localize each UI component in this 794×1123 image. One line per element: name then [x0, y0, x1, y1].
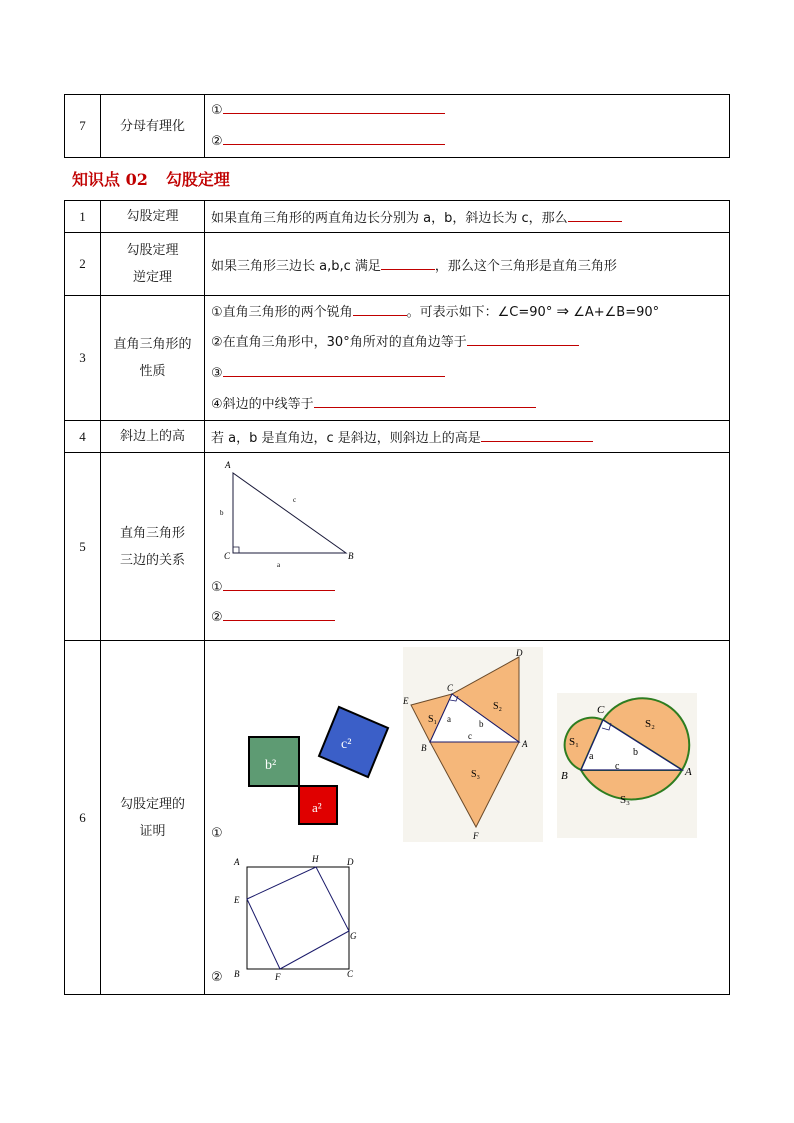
row-num: 5: [65, 453, 101, 641]
semicircles-figure: [557, 693, 697, 838]
svg-text:c: c: [615, 761, 620, 772]
answer-blank[interactable]: [481, 440, 593, 442]
answer-blank[interactable]: [223, 143, 445, 145]
vertex-label: A: [225, 460, 231, 470]
svg-text:A: A: [234, 857, 240, 867]
answer-blank[interactable]: [314, 406, 536, 408]
side-label: a: [277, 561, 281, 569]
svg-text:D: D: [347, 857, 354, 867]
row-text: 如果直角三角形的两直角边长分别为 a，b，斜边长为 c，那么: [211, 211, 568, 226]
row-topic: 勾股定理的 证明: [101, 641, 205, 995]
svg-text:B: B: [421, 743, 427, 753]
blank-line: ②: [211, 126, 729, 157]
svg-text:A: A: [522, 739, 528, 749]
svg-text:b: b: [633, 747, 638, 758]
svg-text:S₂: S₂: [493, 701, 503, 712]
svg-text:F: F: [473, 831, 479, 841]
svg-text:S₁: S₁: [428, 714, 438, 725]
svg-text:B: B: [234, 969, 240, 979]
square-label: b²: [265, 758, 277, 773]
svg-text:G: G: [350, 931, 357, 941]
row-num: 2: [65, 233, 101, 296]
side-label: c: [293, 496, 297, 504]
answer-blank[interactable]: [223, 375, 445, 377]
svg-text:a: a: [447, 714, 451, 724]
svg-text:b: b: [479, 719, 484, 729]
inscribed-square-figure: [229, 851, 369, 981]
svg-text:E: E: [234, 895, 240, 905]
square-c: [319, 707, 388, 777]
row-text: 若 a，b 是直角边，c 是斜边，则斜边上的高是: [211, 431, 481, 446]
row-topic: 直角三角形 三边的关系: [101, 453, 205, 641]
row-num: 1: [65, 201, 101, 233]
svg-text:C: C: [447, 683, 454, 693]
svg-text:F: F: [275, 972, 281, 981]
vertex-label: B: [348, 551, 354, 561]
svg-text:a: a: [589, 751, 594, 762]
proof-label: ①: [211, 826, 223, 841]
row-num: 4: [65, 421, 101, 453]
section-title: 知识点 02 勾股定理: [72, 170, 230, 189]
svg-text:D: D: [516, 648, 523, 658]
table-top: [64, 94, 730, 158]
svg-text:S₃: S₃: [620, 794, 630, 806]
row-topic: 勾股定理 逆定理: [101, 233, 205, 296]
squares-figure: [241, 696, 411, 846]
right-triangle-figure: [211, 453, 361, 573]
square-label: a²: [312, 800, 322, 815]
table-main: 1 勾股定理 如果直角三角形的两直角边长分别为 a，b，斜边长为 c，那么 2 勾股定理 逆定理 如果三角形三边长 a,b,c 满足 ，那么这个三角形是直角三角形 3 直角三角形的 性质 ①直角三角形的两个锐角 。可表示如下：∠C=90° ⇒ ∠A+∠B=90° ②在直角三角形中，30°角所对的直角边等于 ③ ④斜边的中线等于 4 斜边上的高 若 a，b 是直角边，c 是斜边，则斜边上的高是 5 直角三角形 三边的关系 A C B b a c ① ② 6 勾股定理的 证明 b² c² a² D E C A B F S₁ S₂ S₃ a b c C A B S₁ S₂ S₃ a b c ① A H D E G B F C ②: [64, 200, 730, 995]
implies-arrow: ⇒: [556, 302, 570, 320]
row-topic: 直角三角形的 性质: [101, 296, 205, 421]
answer-blank[interactable]: [223, 589, 335, 591]
right-angle-mark: [233, 547, 239, 553]
proof-label: ②: [211, 970, 223, 985]
svg-text:C: C: [597, 704, 605, 716]
row-num: 3: [65, 296, 101, 421]
svg-text:S₁: S₁: [569, 736, 579, 748]
triangle-shape: [233, 473, 346, 553]
svg-text:c: c: [468, 731, 472, 741]
answer-blank[interactable]: [223, 619, 335, 621]
svg-text:S₂: S₂: [645, 718, 655, 730]
row-topic: 斜边上的高: [101, 421, 205, 453]
answer-blank[interactable]: [223, 112, 445, 114]
svg-text:B: B: [561, 770, 568, 782]
svg-text:C: C: [347, 969, 354, 979]
row-num: 6: [65, 641, 101, 995]
answer-blank[interactable]: [381, 268, 435, 270]
square-label: c²: [341, 737, 352, 752]
answer-blank[interactable]: [353, 314, 407, 316]
triangles-figure: [403, 647, 543, 842]
svg-text:E: E: [403, 696, 409, 706]
row-topic: 勾股定理: [101, 201, 205, 233]
row-text: 如果三角形三边长 a,b,c 满足: [211, 258, 381, 274]
svg-text:A: A: [685, 766, 692, 778]
row-topic: 分母有理化: [101, 95, 205, 158]
row-num: 7: [65, 95, 101, 158]
blank-line: ①: [211, 95, 729, 126]
outer-square: [247, 867, 349, 969]
svg-text:H: H: [312, 854, 319, 864]
vertex-label: C: [224, 551, 231, 561]
side-label: b: [220, 509, 224, 517]
inner-square: [247, 867, 349, 969]
answer-blank[interactable]: [467, 344, 579, 346]
svg-text:S₃: S₃: [471, 769, 481, 780]
answer-blank[interactable]: [568, 220, 622, 222]
